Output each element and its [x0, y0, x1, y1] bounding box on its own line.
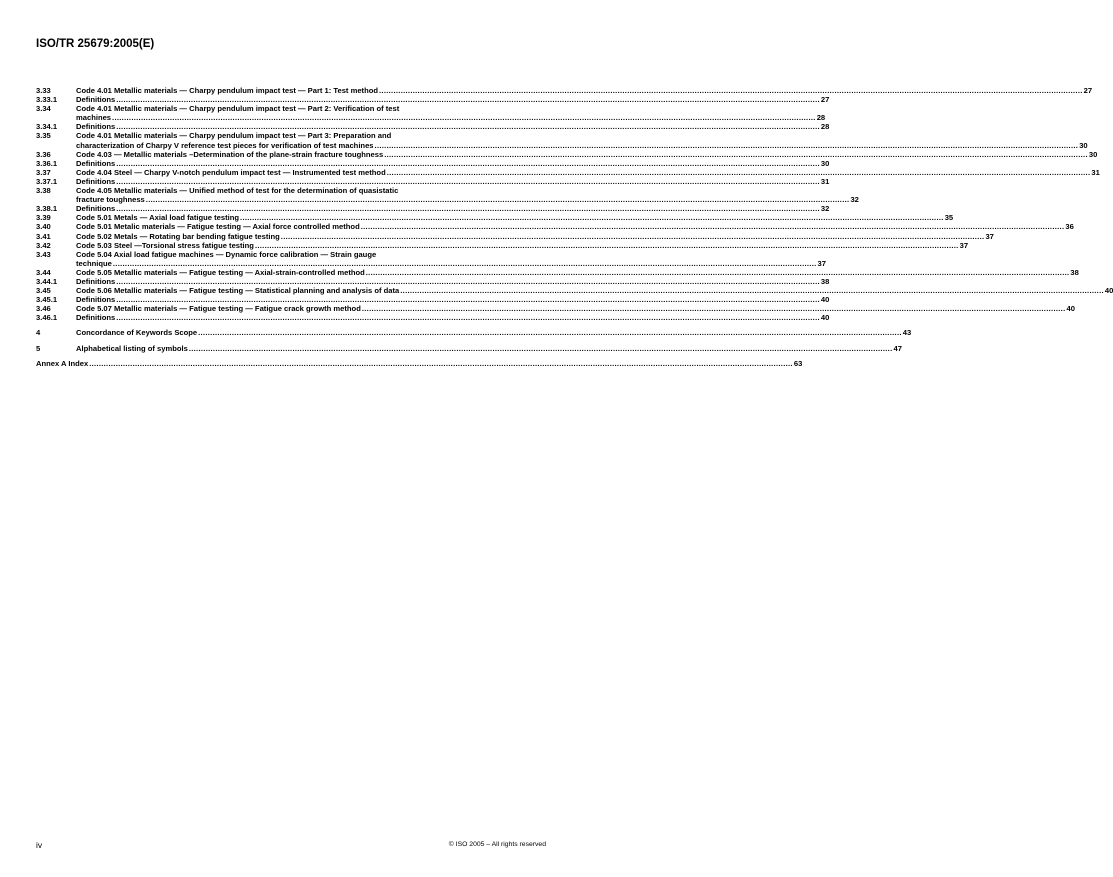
toc-leader-dots	[189, 344, 893, 353]
toc-entry-title: Definitions	[76, 313, 116, 323]
toc-entry[interactable]	[36, 167, 1100, 177]
toc-page-number: 30	[820, 158, 830, 168]
toc-page-number: 30	[1079, 140, 1088, 150]
toc-leader-dots	[366, 268, 1070, 277]
toc-leader-dots	[362, 304, 1066, 313]
toc-page-number: 27	[1083, 86, 1093, 95]
toc-entry-number: 3.45	[36, 286, 51, 296]
toc-entry-number: 3.44	[36, 267, 51, 277]
toc-entry-title: Code 4.03 — Metallic materials –Determination of the plane-strain fracture toughness	[76, 149, 384, 159]
toc-entry-title: Annex A Index	[36, 358, 89, 368]
toc-leader-dots	[146, 195, 850, 204]
toc-entry[interactable]	[36, 328, 912, 338]
toc-entry[interactable]	[36, 149, 1098, 159]
toc-page-number: 47	[893, 343, 902, 353]
toc-entry-title: Code 4.04 Steel — Charpy V-notch pendulum impact test — Instrumented test method	[76, 167, 386, 177]
toc-entry[interactable]	[36, 286, 1113, 296]
toc-entry-number: 3.39	[36, 213, 51, 223]
toc-entry-number: 3.35	[36, 131, 51, 141]
toc-entry-number: 3.38	[36, 186, 51, 196]
toc-page-number: 40	[820, 295, 830, 305]
toc-page-number: 32	[820, 204, 830, 214]
toc-entry[interactable]	[36, 122, 830, 132]
toc-leader-dots	[116, 313, 820, 322]
toc-entry-title: Definitions	[76, 276, 116, 286]
toc-entry-title: Code 5.03 Steel —Torsional stress fatigue testing	[76, 240, 254, 250]
toc-leader-dots	[116, 95, 820, 104]
toc-entry-title: Definitions	[76, 295, 116, 305]
toc-entry-number: 3.38.1	[36, 204, 58, 214]
toc-entry-number: 3.34	[36, 104, 51, 114]
toc-entry-number: 3.37.1	[36, 176, 58, 186]
toc-leader-dots	[116, 295, 820, 304]
toc-page-number: 37	[817, 258, 826, 268]
toc-entry[interactable]	[36, 267, 1079, 277]
toc-page-number: 38	[1070, 267, 1079, 277]
toc-page-number: 28	[816, 113, 826, 123]
toc-leader-dots	[387, 168, 1091, 177]
toc-entry-title: Definitions	[76, 204, 116, 214]
toc-entry-number: 3.36.1	[36, 158, 58, 168]
toc-leader-dots	[113, 259, 817, 268]
toc-page-number: 63	[793, 358, 803, 368]
toc-entry-title: Code 4.01 Metallic materials — Charpy pendulum impact test — Part 3: Preparation and	[76, 131, 392, 141]
toc-page-number: 35	[944, 213, 954, 223]
toc-leader-dots	[240, 213, 944, 222]
toc-entry-title: characterization of Charpy V reference test pieces for verification of test machines	[76, 140, 374, 150]
toc-entry-title: machines	[76, 113, 112, 123]
toc-page-number: 31	[1091, 167, 1100, 177]
toc-entry[interactable]	[36, 276, 830, 286]
toc-page-number: 43	[902, 328, 912, 338]
toc-leader-dots	[112, 113, 816, 122]
toc-leader-dots	[116, 122, 820, 131]
toc-page-number: 31	[820, 176, 830, 186]
toc-entry[interactable]	[36, 304, 1075, 314]
toc-entry-title: Code 4.01 Metallic materials — Charpy pendulum impact test — Part 1: Test method	[76, 86, 378, 95]
toc-leader-dots	[379, 86, 1083, 95]
toc-entry-title: Code 5.05 Metallic materials — Fatigue testing — Axial-strain-controlled method	[76, 267, 365, 277]
toc-entry-number: 3.33.1	[36, 95, 58, 105]
toc-page-number: 38	[820, 276, 830, 286]
toc-entry-title: Definitions	[76, 122, 116, 132]
toc-page-number: 32	[850, 195, 859, 205]
toc-leader-dots	[400, 286, 1104, 295]
toc-entry[interactable]	[36, 213, 954, 223]
toc-entry-number: 3.40	[36, 222, 51, 232]
toc-page-number: 37	[985, 231, 994, 241]
toc-entry-number: 5	[36, 343, 41, 353]
toc-entry-title: Code 5.01 Metalic materials — Fatigue testing — Axial force controlled method	[76, 222, 360, 232]
toc-entry[interactable]	[36, 131, 1088, 150]
toc-entry-title: Code 4.01 Metallic materials — Charpy pendulum impact test — Part 2: Verification of test	[76, 104, 400, 114]
toc-entry-number: 3.37	[36, 167, 51, 177]
toc-page-number: 40	[820, 313, 830, 323]
toc-entry[interactable]	[36, 358, 803, 368]
table-of-contents	[36, 86, 1113, 368]
toc-entry-number: 3.46	[36, 304, 51, 314]
toc-entry[interactable]	[36, 222, 1074, 232]
toc-entry[interactable]	[36, 249, 826, 268]
toc-entry-title: Code 5.06 Metallic materials — Fatigue testing — Statistical planning and analysis of data	[76, 286, 400, 296]
toc-leader-dots	[375, 141, 1079, 150]
toc-entry-title: Code 5.04 Axial load fatigue machines — Dynamic force calibration — Strain gauge	[76, 249, 377, 259]
toc-entry[interactable]	[36, 343, 902, 353]
toc-entry-title: Definitions	[76, 176, 116, 186]
toc-page-number: 37	[959, 240, 969, 250]
toc-entry[interactable]	[36, 313, 830, 323]
toc-leader-dots	[361, 222, 1065, 231]
toc-leader-dots	[281, 232, 985, 241]
toc-entry-number: 3.44.1	[36, 276, 58, 286]
toc-page-number: 40	[1104, 286, 1113, 296]
toc-entry-title: technique	[76, 258, 112, 268]
toc-entry-number: 3.45.1	[36, 295, 58, 305]
toc-page-number: 28	[820, 122, 830, 132]
toc-entry-number: 3.36	[36, 149, 51, 159]
toc-leader-dots	[116, 159, 820, 168]
toc-entry[interactable]	[36, 295, 830, 305]
toc-entry-title: Code 5.01 Metals — Axial load fatigue testing	[76, 213, 240, 223]
toc-entry-title: Code 5.07 Metallic materials — Fatigue testing — Fatigue crack growth method	[76, 304, 361, 314]
toc-entry-title: fracture toughness	[76, 195, 145, 205]
toc-page-number: 30	[1088, 149, 1098, 159]
toc-entry[interactable]	[36, 231, 994, 241]
toc-entry-title: Code 5.02 Metals — Rotating bar bending fatigue testing	[76, 231, 280, 241]
toc-entry-title: Alphabetical listing of symbols	[76, 343, 188, 353]
toc-entry-title: Code 4.05 Metallic materials — Unified method of test for the determination of quasistatic	[76, 186, 399, 196]
footer-page-number: iv	[36, 840, 43, 850]
toc-entry[interactable]	[36, 86, 1093, 95]
toc-page-number: 27	[820, 95, 830, 105]
toc-entry-number: 3.46.1	[36, 313, 58, 323]
toc-leader-dots	[116, 204, 820, 213]
toc-entry-number: 4	[36, 328, 41, 338]
toc-entry-title: Definitions	[76, 95, 116, 105]
toc-leader-dots	[116, 277, 820, 286]
toc-entry[interactable]	[36, 158, 830, 168]
toc-entry[interactable]	[36, 204, 830, 214]
toc-entry-title: Concordance of Keywords Scope	[76, 328, 198, 338]
toc-entry[interactable]	[36, 95, 830, 105]
toc-leader-dots	[89, 359, 793, 368]
toc-entry-title: Definitions	[76, 158, 116, 168]
toc-leader-dots	[384, 150, 1088, 159]
toc-leader-dots	[198, 328, 902, 337]
toc-entry[interactable]	[36, 240, 969, 250]
toc-entry[interactable]	[36, 176, 830, 186]
toc-entry-number: 3.42	[36, 240, 51, 250]
footer-copyright: © ISO 2005 – All rights reserved	[448, 841, 546, 848]
toc-entry-number: 3.41	[36, 231, 51, 241]
toc-entry-number: 3.34.1	[36, 122, 58, 132]
toc-entry-number: 3.33	[36, 86, 51, 95]
toc-entry[interactable]	[36, 186, 859, 205]
document-header-title: ISO/TR 25679:2005(E)	[36, 38, 155, 50]
toc-entry-number: 3.43	[36, 249, 51, 259]
toc-page-number: 40	[1066, 304, 1075, 314]
toc-leader-dots	[255, 241, 959, 250]
toc-entry[interactable]	[36, 104, 826, 123]
toc-page-number: 36	[1065, 222, 1074, 232]
toc-leader-dots	[116, 177, 820, 186]
